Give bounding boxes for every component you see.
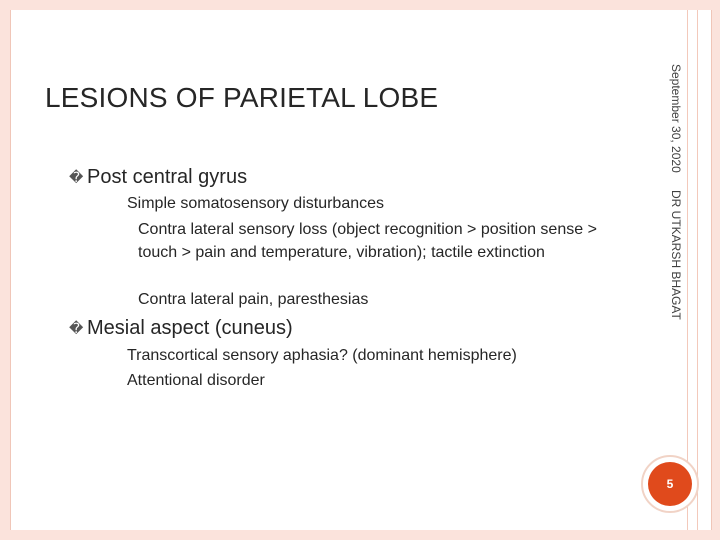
heading-text: Post central gyrus	[87, 166, 248, 188]
slide	[10, 10, 712, 530]
vertical-rule-inner	[687, 10, 688, 530]
bullet-mesial-aspect	[69, 317, 293, 340]
square-bullet-icon: �	[69, 320, 84, 336]
bullet-post-central-gyrus	[69, 166, 248, 189]
bullet-attentional-disorder	[127, 372, 265, 390]
slide-author: DR UTKARSH BHAGAT	[669, 190, 683, 320]
bullet-contra-lateral-pain	[138, 288, 598, 311]
page-number-badge	[641, 455, 699, 513]
vertical-rule-outer	[697, 10, 698, 530]
subheading-text: Simple somatosensory disturbances	[127, 195, 385, 212]
page-number: 5	[648, 462, 692, 506]
slide-date: September 30, 2020	[669, 64, 683, 173]
item-text: Transcortical sensory aphasia? (dominant hemisphere)	[127, 347, 517, 364]
item-text: Attentional disorder	[127, 372, 265, 389]
item-text: Contra lateral pain, paresthesias	[138, 291, 369, 308]
bullet-contra-lateral-sensory-loss	[138, 218, 598, 264]
square-bullet-icon: �	[69, 169, 84, 185]
bullet-transcortical-sensory-aphasia	[127, 347, 517, 365]
heading-text: Mesial aspect (cuneus)	[87, 317, 293, 339]
slide-title: LESIONS OF PARIETAL LOBE	[45, 82, 439, 113]
bullet-simple-somatosensory	[127, 195, 384, 213]
item-text: Contra lateral sensory loss (object recognition > position sense > touch > pain and temperature, vibration); tactile extinction	[138, 221, 597, 261]
